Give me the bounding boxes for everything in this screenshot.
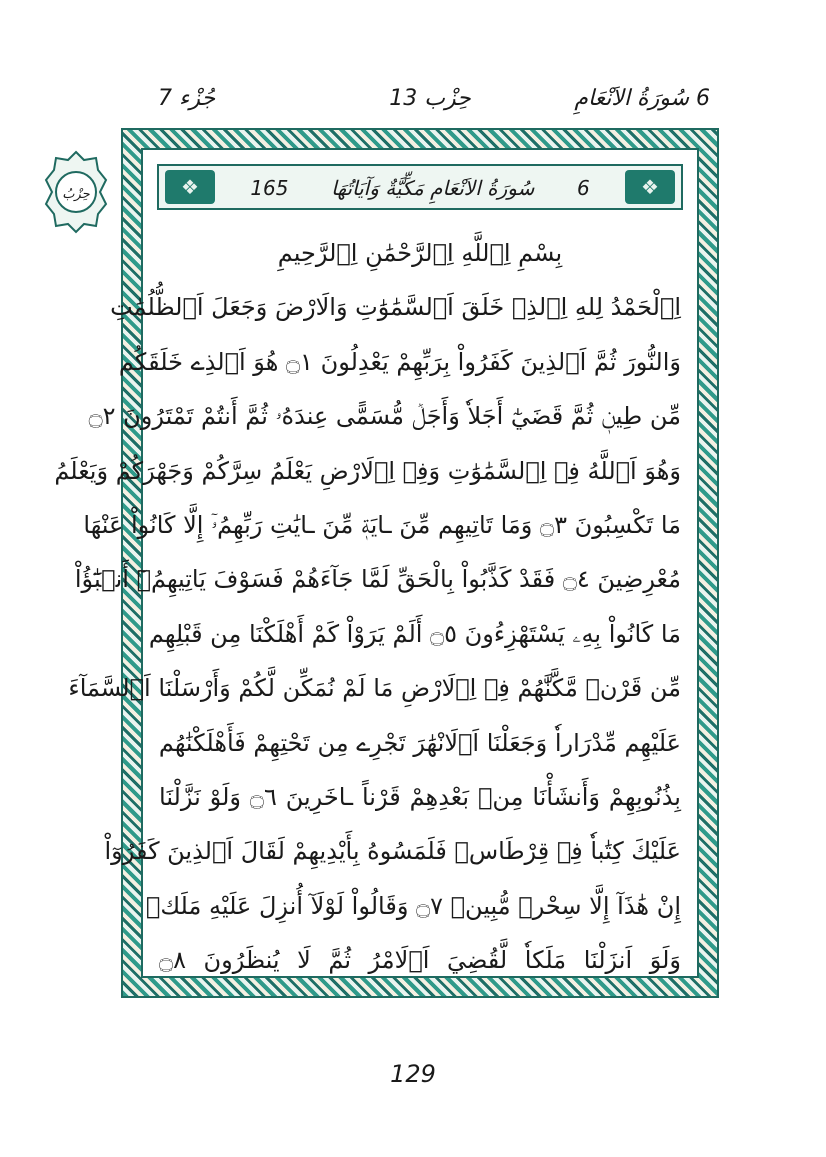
verse-line: بِذُنُوبِهِمْ وَأَنشَأْنَا مِنۢ بَعْدِهِمْ قَرْناً ـاخَرِينَ ۝٦ وَلَوْ نَزَّلْنَا bbox=[159, 782, 681, 811]
header-hizb: حِزْب 13 bbox=[389, 86, 471, 111]
verse-line: مِّن طِينٖ ثُمَّ قَضَيٰٓ أَجَلاٗ وَأَجَلٞ مُّسَمًّى عِندَهُۥ ثُمَّ أَنتُمْ تَمْتَرُونَ ۝٢ bbox=[88, 402, 681, 431]
header-juz: جُزْء 7 bbox=[158, 86, 216, 111]
verse-line: مَا تَكْسِبُونَ ۝٣ وَمَا تَاتِيهِم مِّنَ ـايَةٖ مِّنَ ـايَٰتِ رَبِّهِمُۥٓ إِلَّا كَانُواْ عَنْهَا bbox=[83, 510, 681, 539]
verse-line: وَهُوَ اَ۬للَّهُ فِے اِ۬لسَّمَٰوَٰتِ وَفِے اِ۬لَارْضِ يَعْلَمُ سِرَّكُمْ وَجَهْرَكُمْ وَيَعْلَمُ bbox=[54, 456, 681, 485]
hizb-medallion-label: حِزْبُ bbox=[62, 187, 90, 202]
verse-line: مِّن قَرْنٖ مَّكَّنَّٰهُمْ فِے اِ۬لَارْضِ مَا لَمْ نُمَكِّن لَّكُمْ وَأَرْسَلْنَا اَ۬لسَّمَآءَ bbox=[68, 674, 681, 703]
verse-line: وَلَوَ اَنزَلْنَا مَلَكاٗ لَّقُضِيَ اَ۬لَامْرُ ثُمَّ لَا يُنظَرُونَ ۝٨ bbox=[159, 946, 681, 975]
surah-title-text bbox=[229, 174, 611, 202]
hizb-medallion-icon bbox=[44, 150, 108, 234]
verse-line: مَا كَانُواْ بِهِۦ يَسْتَهْزِءُونَ ۝٥ أَلَمْ يَرَوْاْ كَمْ أَهْلَكْنَا مِن قَبْلِهِم bbox=[148, 619, 681, 648]
header-surah-name: 6 سُورَةُ الاَنْعَامِ bbox=[574, 86, 710, 111]
verse-line: عَلَيْكَ كِتَٰباٗ فِے قِرْطَاسٖ فَلَمَسُوهُ بِأَيْدِيهِمْ لَقَالَ اَ۬لذِينَ كَفَرُوٓاْ bbox=[104, 837, 681, 866]
verse-line: مُعْرِضِينَ ۝٤ فَقَدْ كَذَّبُواْ بِالْحَقِّ لَمَّا جَآءَهُمْ فَسَوْفَ يَاتِيهِمُۥٓ أَنۢبَٰٓؤُاْ bbox=[74, 565, 681, 594]
surah-number: 6 bbox=[576, 176, 590, 200]
surah-title: سُورَةُ الاَنْعَامِ مَكِّيَّةٌ وَآيَاتُهَا bbox=[331, 176, 535, 200]
verse-line: إِنْ هَٰذَآ إِلَّا سِحْرٞ مُّبِينٞ ۝٧ وَقَالُواْ لَوْلَآ أُنزِلَ عَلَيْهِ مَلَكٞ bbox=[145, 891, 681, 920]
page-header bbox=[150, 82, 710, 118]
verse-line: وَالنُّورَ ثُمَّ اَ۬لذِينَ كَفَرُواْ بِرَبِّهِمْ يَعْدِلُونَ ۝١ هُوَ اَ۬لذِے خَلَقَكُم bbox=[118, 347, 681, 376]
verse-line: اِ۬لْحَمْدُ لِلهِ اِ۬لذِے خَلَقَ اَ۬لسَّمَٰوَٰتِ وَالَارْضَ وَجَعَلَ اَ۬لظُّلُمَٰتِ bbox=[110, 293, 681, 322]
ornament-right-icon: ❖ bbox=[625, 170, 675, 204]
verse-line: عَلَيْهِم مِّدْرَاراٗ وَجَعَلْنَا اَ۬لَانْهَٰرَ تَجْرِے مِن تَحْتِهِمْ فَأَهْلَكْنَٰهُم bbox=[158, 728, 681, 757]
ornament-left-icon: ❖ bbox=[165, 170, 215, 204]
surah-verse-count: 165 bbox=[250, 176, 289, 200]
basmala: بِسْمِ اِ۬للَّهِ اِ۬لرَّحْمَٰنِ اِ۬لرَّحِيمِ bbox=[277, 239, 563, 267]
page-number: 129 bbox=[390, 1060, 436, 1088]
verse-text bbox=[54, 226, 681, 975]
surah-title-band bbox=[157, 164, 683, 210]
